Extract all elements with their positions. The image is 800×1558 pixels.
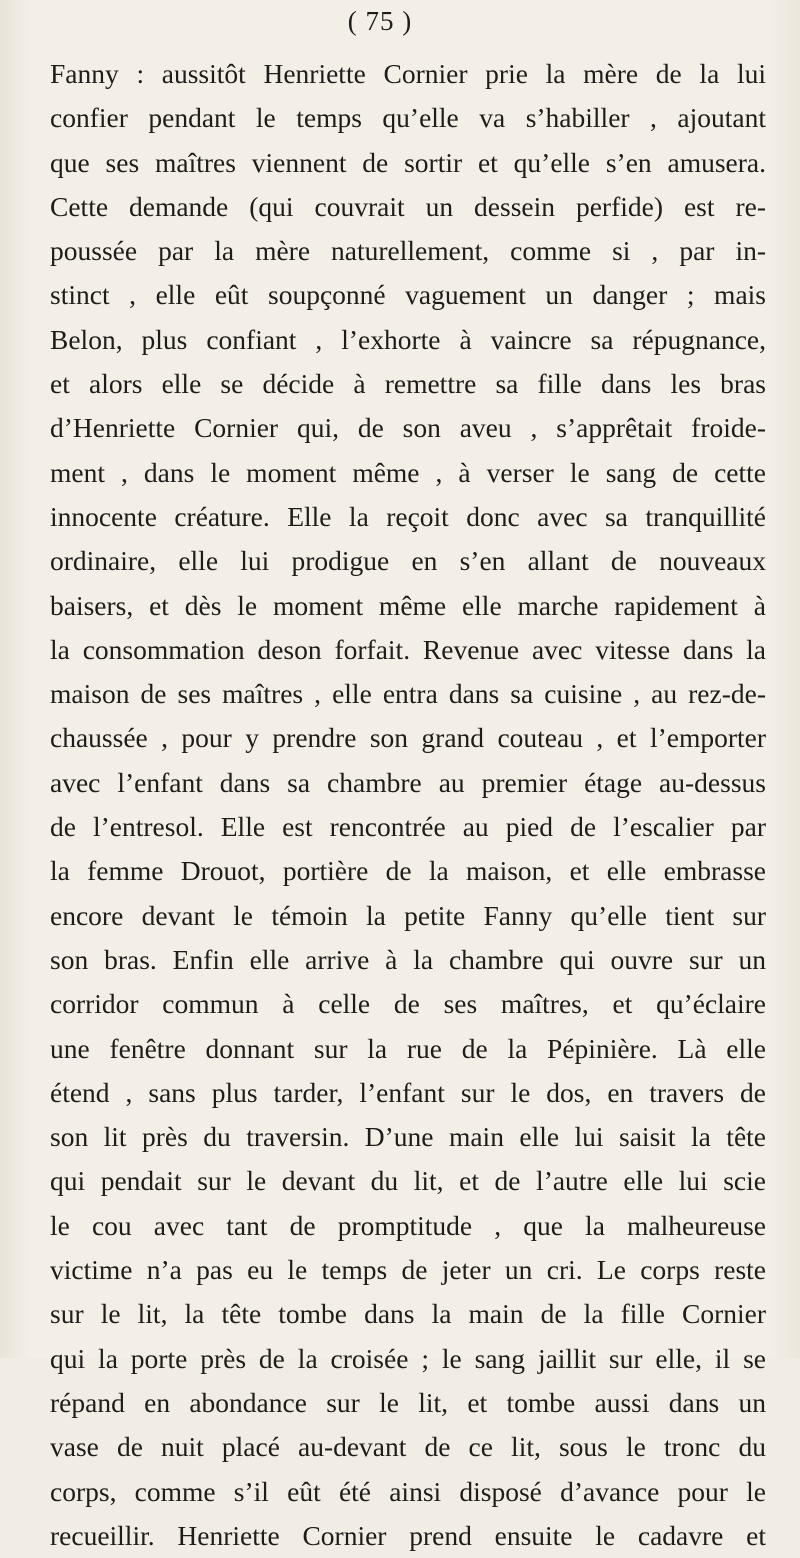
text-line: poussée par la mère naturellement, comme si , par in- [50, 235, 766, 267]
text-line: vase de nuit placé au-devant de ce lit, sous le tronc du [50, 1431, 766, 1463]
text-line: chaussée , pour y prendre son grand couteau , et l’emporter [50, 722, 766, 754]
text-line: avec l’enfant dans sa chambre au premier étage au-dessus [50, 766, 766, 798]
text-line: Fanny : aussitôt Henriette Cornier prie la mère de la lui [50, 58, 766, 89]
text-line: son bras. Enfin elle arrive à la chambre qui ouvre sur un [50, 943, 766, 975]
text-line: recueillir. Henriette Cornier prend ensuite le cadavre et [50, 1519, 766, 1551]
text-line: la consommation deson forfait. Revenue avec vitesse dans la [50, 633, 766, 665]
text-line: stinct , elle eût soupçonné vaguement un danger ; mais [50, 279, 766, 311]
text-line: son lit près du traversin. D’une main elle lui saisit la tête [50, 1121, 766, 1153]
text-line: ment , dans le moment même , à verser le sang de cette [50, 456, 766, 488]
text-line: d’Henriette Cornier qui, de son aveu , s’apprêtait froide- [50, 412, 766, 444]
text-line: répand en abondance sur le lit, et tombe aussi dans un [50, 1386, 766, 1418]
text-line: ordinaire, elle lui prodigue en s’en allant de nouveaux [50, 545, 766, 577]
text-line: baisers, et dès le moment même elle marche rapidement à [50, 589, 766, 621]
text-line: encore devant le témoin la petite Fanny qu’elle tient sur [50, 899, 766, 931]
body-text [50, 52, 766, 1558]
text-line: maison de ses maîtres , elle entra dans sa cuisine , au rez-de- [50, 678, 766, 710]
text-line: qui pendait sur le devant du lit, et de l’autre elle lui scie [50, 1165, 766, 1197]
text-line: étend , sans plus tarder, l’enfant sur le dos, en travers de [50, 1076, 766, 1108]
text-line: corridor commun à celle de ses maîtres, et qu’éclaire [50, 988, 766, 1020]
text-line: que ses maîtres viennent de sortir et qu’elle s’en amusera. [50, 146, 766, 178]
text-line: corps, comme s’il eût été ainsi disposé d’avance pour le [50, 1475, 766, 1507]
text-line: Belon, plus confiant , l’exhorte à vaincre sa répugnance, [50, 323, 766, 355]
text-line: confier pendant le temps qu’elle va s’habiller , ajoutant [50, 102, 766, 134]
text-line: de l’entresol. Elle est rencontrée au pied de l’escalier par [50, 811, 766, 843]
page-number: ( 75 ) [347, 6, 413, 36]
text-line: Cette demande (qui couvrait un dessein perfide) est re- [50, 190, 766, 222]
text-line: victime n’a pas eu le temps de jeter un cri. Le corps reste [50, 1254, 766, 1286]
text-line: sur le lit, la tête tombe dans la main de la fille Cornier [50, 1298, 766, 1330]
text-line: innocente créature. Elle la reçoit donc avec sa tranquillité [50, 500, 766, 532]
text-line: et alors elle se décide à remettre sa fille dans les bras [50, 368, 766, 400]
text-line: la femme Drouot, portière de la maison, et elle embrasse [50, 855, 766, 887]
text-line: une fenêtre donnant sur la rue de la Pépinière. Là elle [50, 1032, 766, 1064]
text-line: qui la porte près de la croisée ; le sang jaillit sur elle, il se [50, 1342, 766, 1374]
text-line: le cou avec tant de promptitude , que la malheureuse [50, 1209, 766, 1241]
